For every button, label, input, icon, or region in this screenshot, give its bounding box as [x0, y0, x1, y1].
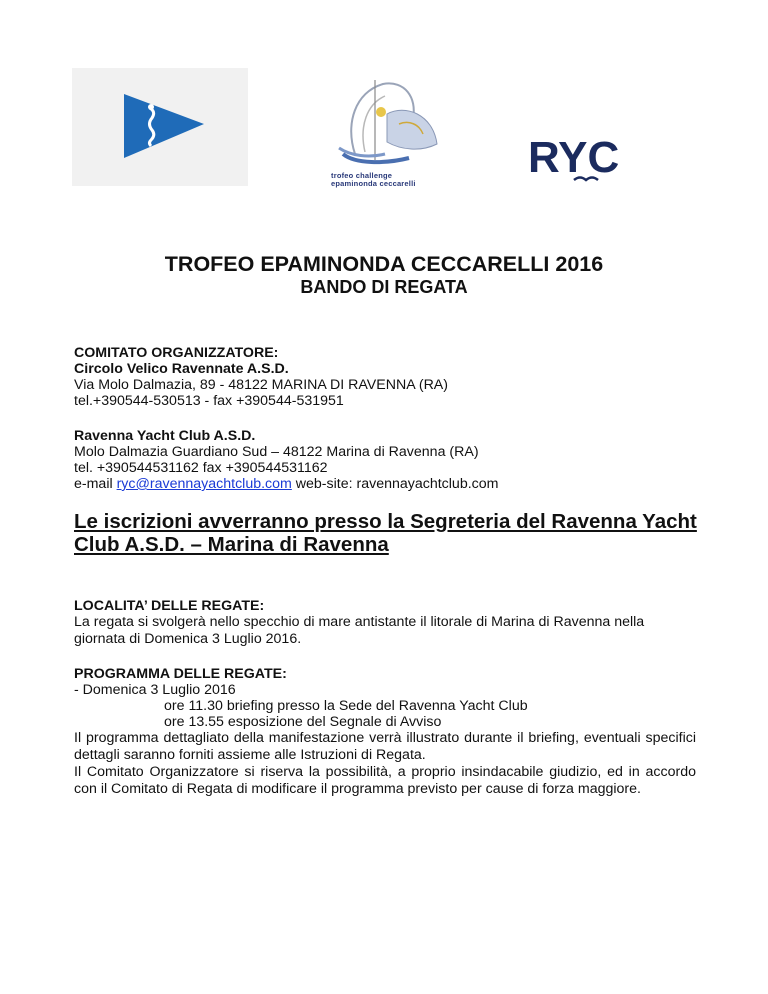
- program-paragraph-2: Il Comitato Organizzatore si riserva la possibilità, a proprio insindacabile giudizio, ed in accordo con il Comitato di Regata di modificare il programma previsto per cause di forza maggiore.: [74, 764, 696, 797]
- club1-address: Via Molo Dalmazia, 89 - 48122 MARINA DI RAVENNA (RA): [74, 377, 448, 393]
- location-text: La regata si svolgerà nello specchio di mare antistante il litorale di Marina di Ravenna nella giornata di Domenica 3 Luglio 2016.: [74, 614, 645, 647]
- club2-address: Molo Dalmazia Guardiano Sud – 48122 Marina di Ravenna (RA): [74, 444, 479, 460]
- program-heading: PROGRAMMA DELLE REGATE:: [74, 666, 287, 682]
- ryc-logo: [522, 130, 650, 192]
- email-link[interactable]: ryc@ravennayachtclub.com: [116, 476, 292, 492]
- program-paragraph-1: Il programma dettagliato della manifestazione verrà illustrato durante il briefing, eventuali specifici dettagli saranno forniti assieme alle Istruzioni di Regata.: [74, 730, 696, 763]
- registration-notice-line1: Le iscrizioni avverranno presso la Segreteria del Ravenna Yacht: [74, 510, 697, 533]
- club2-name: Ravenna Yacht Club A.S.D.: [74, 428, 256, 444]
- club1-phone: tel.+390544-530513 - fax +390544-531951: [74, 393, 344, 409]
- club1-name: Circolo Velico Ravennate A.S.D.: [74, 361, 289, 377]
- club2-phone: tel. +390544531162 fax +390544531162: [74, 460, 328, 476]
- program-item-signal: ore 13.55 esposizione del Segnale di Avviso: [164, 714, 442, 730]
- program-item-briefing: ore 11.30 briefing presso la Sede del Ravenna Yacht Club: [164, 698, 528, 714]
- ryc-logo-text: RYC: [528, 133, 620, 182]
- website-text: web-site: ravennayachtclub.com: [291, 476, 499, 492]
- committee-heading: COMITATO ORGANIZZATORE:: [74, 345, 279, 361]
- logo-caption-line2: epaminonda ceccarelli: [331, 179, 416, 188]
- registration-notice: [74, 510, 714, 556]
- logo-caption-line1: trofeo challenge: [331, 171, 393, 180]
- email-prefix: e-mail: [74, 476, 117, 492]
- club-flag-logo: [72, 68, 248, 186]
- club2-contacts: [74, 476, 498, 493]
- registration-notice-line2: Club A.S.D. – Marina di Ravenna: [74, 533, 389, 556]
- program-day: - Domenica 3 Luglio 2016: [74, 682, 236, 698]
- document-title: TROFEO EPAMINONDA CECCARELLI 2016: [164, 252, 604, 276]
- document-subtitle: BANDO DI REGATA: [300, 277, 468, 297]
- location-heading: LOCALITA’ DELLE REGATE:: [74, 598, 265, 614]
- trofeo-challenge-logo: [325, 74, 457, 192]
